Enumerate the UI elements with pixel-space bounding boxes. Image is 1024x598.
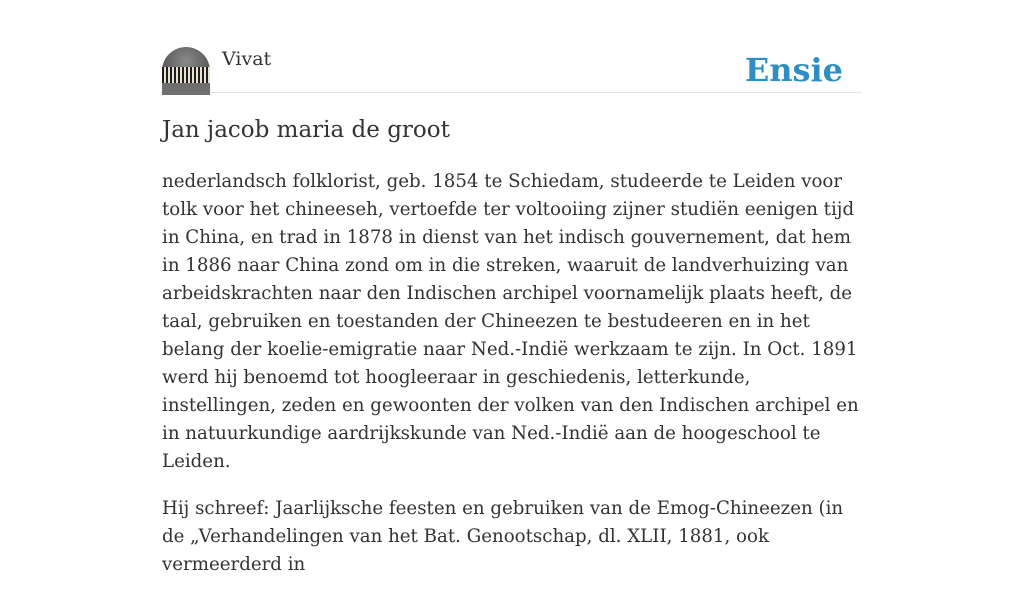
- avatar-image-base: [162, 83, 210, 95]
- site-header: [162, 46, 862, 93]
- author-avatar[interactable]: [162, 47, 210, 95]
- avatar-bookshelf-image: [162, 67, 210, 83]
- article-title: Jan jacob maria de groot: [162, 117, 450, 143]
- article-paragraph: Hij schreef: Jaarlijksche feesten en gebruiken van de Emog-Chineezen (in de „Verhandelingen van het Bat. Genootschap, dl. XLII, 1881, ook vermeerderd in: [162, 498, 844, 575]
- article-body: [162, 168, 862, 598]
- author-name[interactable]: Vivat: [222, 48, 272, 70]
- brand-logo[interactable]: Ensie: [744, 51, 843, 89]
- article-paragraph: nederlandsch folklorist, geb. 1854 te Schiedam, studeerde te Leiden voor tolk voor het chineeseh, vertoefde ter voltooiing zijner studiën eenigen tijd in China, en trad in 1878 in dienst van het indisch gouvernement, dat hem in 1886 naar China zond om in die streken, waaruit de landverhuizing van arbeidskrachten naar den Indischen archipel voornamelijk plaats heeft, de taal, gebruiken en toestanden der Chineezen te bestudeeren en in het belang der koelie-emigratie naar Ned.-Indië werkzaam te zijn. In Oct. 1891 werd hij benoemd tot hoogleeraar in geschiedenis, letterkunde, instellingen, zeden en gewoonten der volken van den Indischen archipel en in natuurkundige aardrijkskunde van Ned.-Indië aan de hoogeschool te Leiden.: [162, 171, 859, 472]
